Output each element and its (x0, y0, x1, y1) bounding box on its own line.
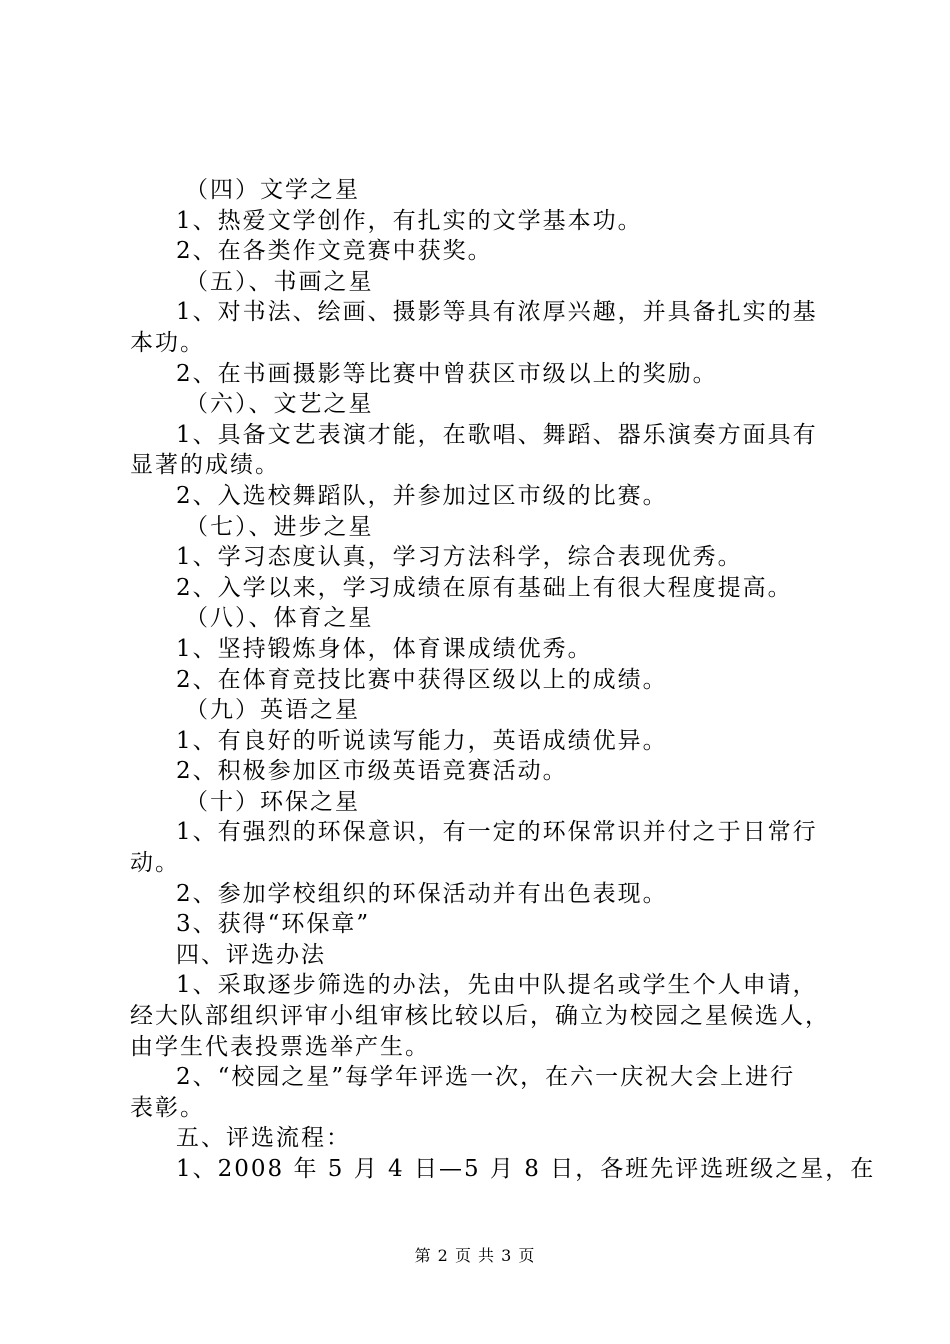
paragraph-line-continued: 由学生代表投票选举产生。 (130, 1033, 430, 1060)
paragraph-line: 1、学习态度认真，学习方法科学，综合表现优秀。 (176, 544, 743, 571)
paragraph-line: 2、入学以来，学习成绩在原有基础上有很大程度提高。 (176, 574, 793, 601)
paragraph-line: 1、有强烈的环保意识，有一定的环保常识并付之于日常行 (176, 819, 818, 846)
paragraph-line-continued: 显著的成绩。 (130, 452, 280, 479)
section-heading-sports-star: （八）、体育之星 (185, 605, 374, 632)
paragraph-line: 1、坚持锻炼身体，体育课成绩优秀。 (176, 635, 593, 662)
section-heading-selection-method: 四、评选办法 (176, 941, 326, 968)
paragraph-line: 2、入选校舞蹈队，并参加过区市级的比赛。 (176, 482, 668, 509)
page-number-footer: 第 2 页 共 3 页 (414, 1246, 536, 1265)
section-heading-literature-star: （四）文学之星 (185, 177, 360, 203)
paragraph-line: 1、对书法、绘画、摄影等具有浓厚兴趣，并具备扎实的基 (176, 299, 818, 326)
section-heading-english-star: （九）英语之星 (185, 697, 360, 724)
paragraph-line-continued: 本功。 (130, 329, 205, 356)
document-body (130, 175, 876, 1185)
section-heading-progress-star: （七）、进步之星 (185, 513, 374, 540)
paragraph-line: 1、热爱文学创作，有扎实的文学基本功。 (176, 207, 643, 234)
section-heading-calligraphy-star: （五）、书画之星 (185, 268, 374, 295)
paragraph-line: 1、具备文艺表演才能，在歌唱、舞蹈、器乐演奏方面具有 (176, 421, 818, 448)
paragraph-line: 3、获得“环保章” (176, 911, 371, 938)
section-heading-environment-star: （十）环保之星 (185, 788, 360, 815)
paragraph-line: 1、有良好的听说读写能力，英语成绩优异。 (176, 727, 668, 754)
section-heading-arts-star: （六）、文艺之星 (185, 391, 374, 418)
paragraph-line: 2、在书画摄影等比赛中曾获区市级以上的奖励。 (176, 360, 718, 387)
paragraph-line: 2、在体育竞技比赛中获得区级以上的成绩。 (176, 666, 668, 693)
paragraph-line: 1、2008 年 5 月 4 日—5 月 8 日，各班先评选班级之星，在 (176, 1156, 876, 1182)
paragraph-line: 2、参加学校组织的环保活动并有出色表现。 (176, 880, 668, 907)
section-heading-selection-process: 五、评选流程： (176, 1125, 351, 1152)
paragraph-line: 1、采取逐步筛选的办法，先由中队提名或学生个人申请， (176, 972, 818, 999)
paragraph-line: 2、积极参加区市级英语竞赛活动。 (176, 758, 568, 785)
paragraph-line-continued: 经大队部组织评审小组审核比较以后，确立为校园之星候选人， (130, 1003, 830, 1030)
paragraph-line-continued: 表彰。 (130, 1094, 205, 1121)
paragraph-line: 2、“校园之星”每学年评选一次，在六一庆祝大会上进行 (176, 1064, 796, 1091)
paragraph-line-continued: 动。 (130, 850, 180, 877)
paragraph-line: 2、在各类作文竞赛中获奖。 (176, 238, 493, 265)
